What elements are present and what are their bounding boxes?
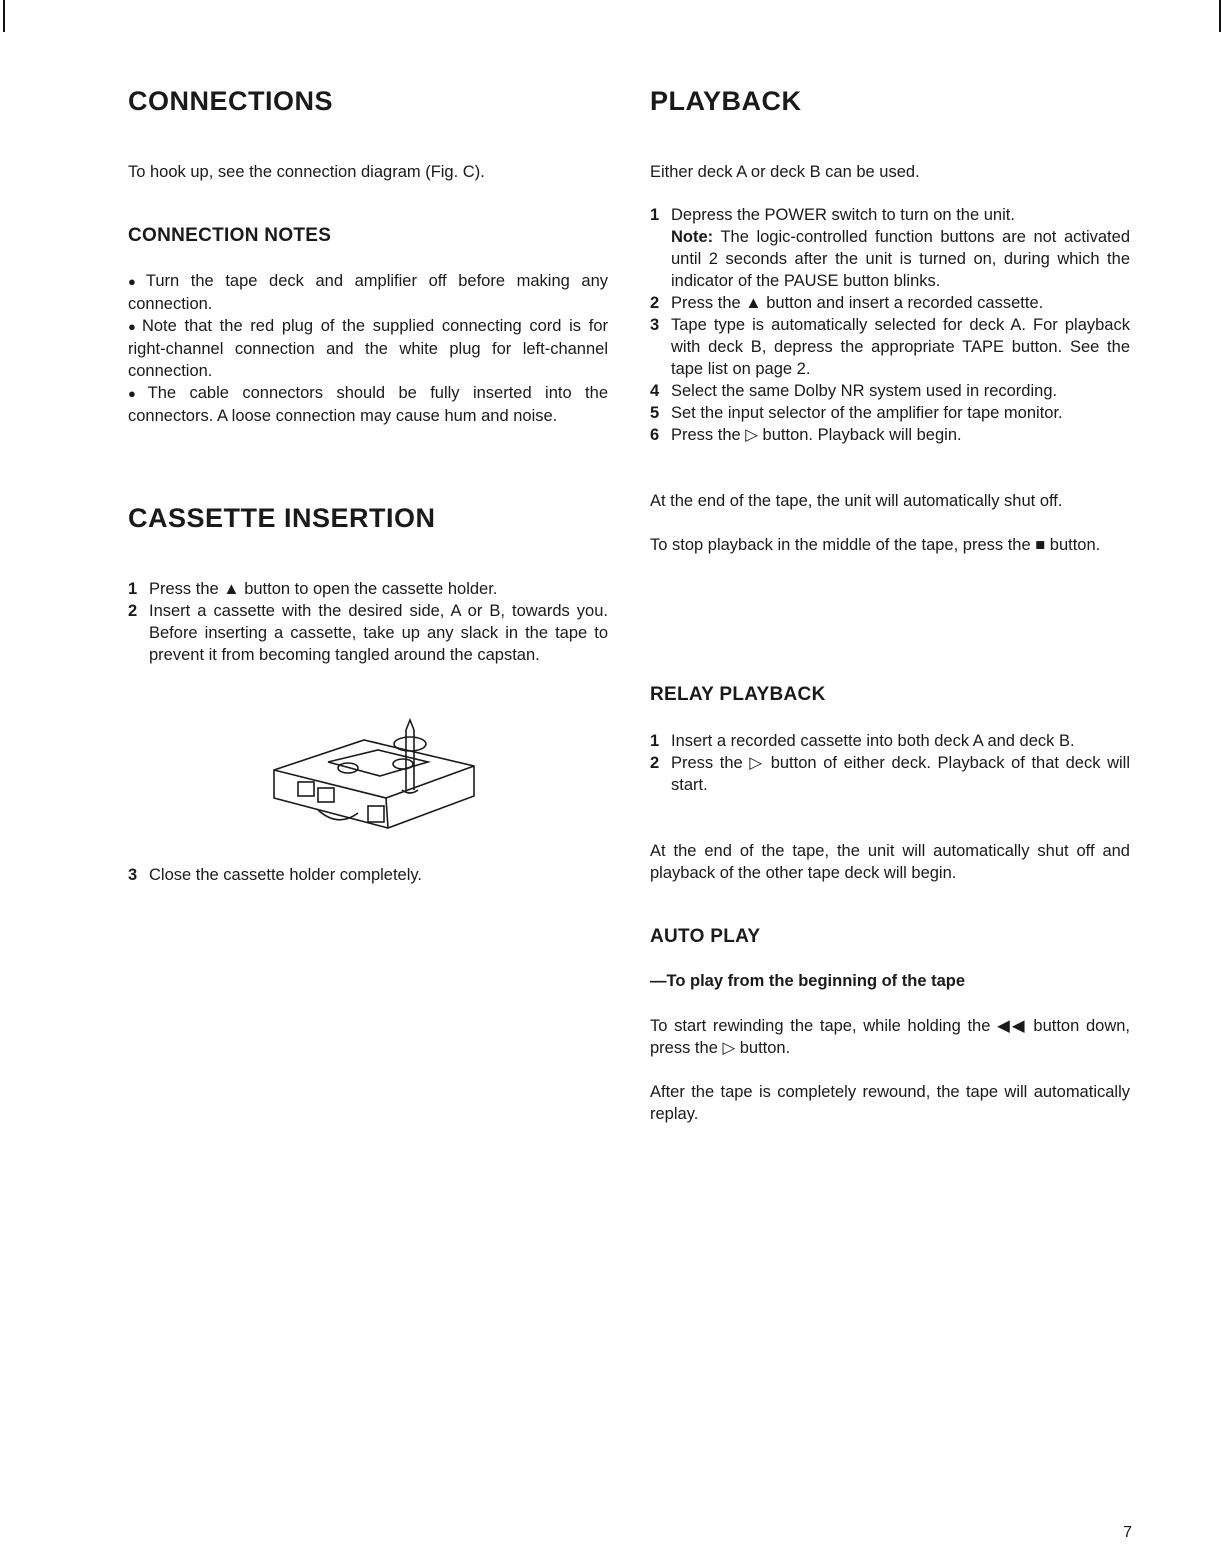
- playback-steps: [650, 204, 1130, 446]
- relay-end-text: At the end of the tape, the unit will automatically shut off and playback of the other tape deck will begin.: [650, 842, 1130, 882]
- note-text: The logic-controlled function buttons are not activated until 2 seconds after the unit is turned on, during which the indicator of the PAUSE button blinks.: [671, 228, 1130, 290]
- connections-intro: To hook up, see the connection diagram (Fig. C).: [128, 163, 485, 181]
- step-item: 1 Insert a recorded cassette into both deck A and deck B.: [650, 732, 1075, 750]
- cassette-with-pencil-icon: [268, 718, 488, 838]
- step-item: 5 Set the input selector of the amplifier for tape monitor.: [650, 404, 1063, 422]
- note-item: ● The cable connectors should be fully inserted into the connectors. A loose connection may cause hum and noise.: [128, 382, 608, 427]
- page-number: 7: [1123, 1524, 1132, 1541]
- relay-playback-title: RELAY PLAYBACK: [650, 684, 826, 705]
- step-item: 2 Insert a cassette with the desired side, A or B, towards you. Before inserting a cassette, take up any slack in the tape to prevent it from becoming tangled around the capstan.: [128, 602, 608, 664]
- playback-title: PLAYBACK: [650, 86, 802, 116]
- cassette-steps: [128, 578, 608, 666]
- step-item: 6 Press the ▷ button. Playback will begin.: [650, 426, 962, 444]
- step-item: 2 Press the ▷ button of either deck. Playback of that deck will start.: [650, 754, 1130, 794]
- step-item: 1 Depress the POWER switch to turn on the unit. Note: The logic-controlled function buttons are not activated until 2 seconds after the unit is turned on, during which the indicator of the PAUSE button blinks.: [650, 206, 1130, 290]
- step-item: 4 Select the same Dolby NR system used in recording.: [650, 382, 1058, 400]
- note-label: Note:: [671, 228, 714, 246]
- note-item: ● Note that the red plug of the supplied connecting cord is for right-channel connection and the white plug for left-channel connection.: [128, 315, 608, 382]
- step-item: 3 Close the cassette holder completely.: [128, 866, 422, 884]
- scan-edge-left: [3, 0, 5, 32]
- playback-intro: Either deck A or deck B can be used.: [650, 163, 920, 181]
- scan-edge-right: [1219, 0, 1221, 32]
- note-item: ● Turn the tape deck and amplifier off before making any connection.: [128, 270, 608, 315]
- auto-play-text-2: After the tape is completely rewound, the tape will automatically replay.: [650, 1083, 1130, 1123]
- auto-play-title: AUTO PLAY: [650, 926, 761, 947]
- connection-notes-list: [128, 270, 608, 427]
- playback-stop-text: To stop playback in the middle of the tape, press the ■ button.: [650, 536, 1101, 554]
- connection-notes-title: CONNECTION NOTES: [128, 225, 332, 246]
- auto-play-subtitle: —To play from the beginning of the tape: [650, 972, 966, 990]
- relay-steps: [650, 730, 1130, 796]
- playback-end-text: At the end of the tape, the unit will automatically shut off.: [650, 492, 1063, 510]
- connections-title: CONNECTIONS: [128, 86, 334, 116]
- cassette-insertion-title: CASSETTE INSERTION: [128, 503, 436, 533]
- step-item: 3 Tape type is automatically selected for deck A. For playback with deck B, depress the appropriate TAPE button. See the tape list on page 2.: [650, 316, 1130, 378]
- step-item: 2 Press the ▲ button and insert a recorded cassette.: [650, 294, 1044, 312]
- auto-play-text-1: To start rewinding the tape, while holding the ◀◀ button down, press the ▷ button.: [650, 1017, 1130, 1057]
- step-item: 1 Press the ▲ button to open the cassette holder.: [128, 580, 498, 598]
